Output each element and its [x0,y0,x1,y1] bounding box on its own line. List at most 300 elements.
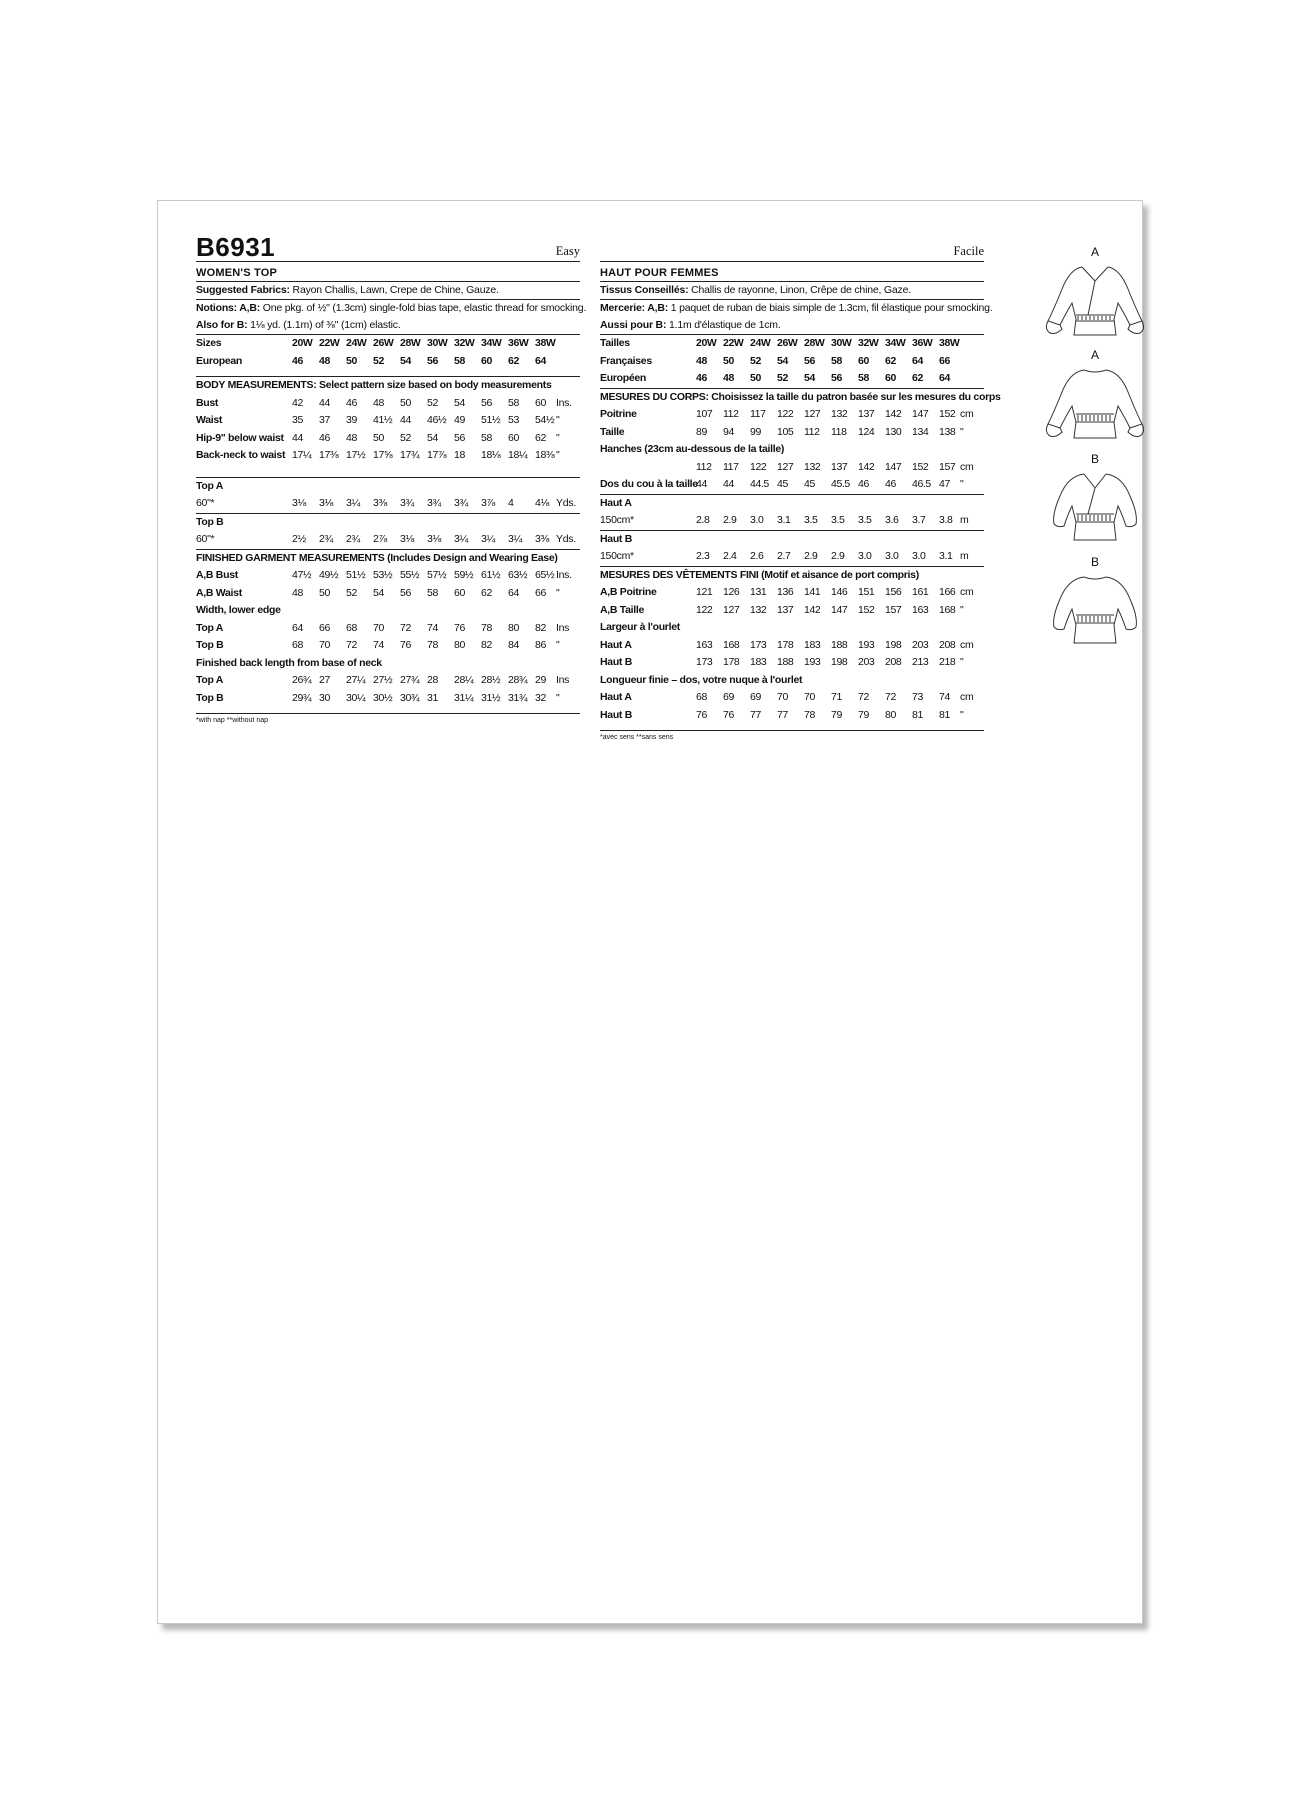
cell-value: 31¼ [454,691,474,704]
size-value: 52 [750,354,761,367]
cell-value: 3¼ [346,497,360,509]
cell-value: 68 [346,621,357,634]
unit-label: Yds. [556,497,576,509]
row-label: 60"* [196,533,215,545]
body-measurements-header: BODY MEASUREMENTS: Select pattern size based on body measurements [196,379,552,391]
cell-value: 147 [831,603,848,616]
cell-value: 70 [777,691,788,703]
cell-value: 152 [912,460,929,473]
row-label: 150cm* [600,514,634,526]
size-value: 36W [508,337,529,349]
cell-value: 193 [858,638,875,651]
unit-label: Ins [556,674,570,686]
cell-value: 76 [400,639,411,651]
cell-value: 146 [831,586,848,598]
cell-value: 81 [912,708,923,721]
european-sizes-row [196,353,580,371]
cell-value: 156 [885,586,902,598]
cell-value: 183 [804,638,821,651]
top-a-yardage-row [196,495,580,513]
size-value: 64 [912,354,923,367]
cell-value: 117 [750,408,766,420]
notions-line [600,299,993,317]
size-value: 60 [858,354,869,367]
cell-value: 132 [804,460,821,473]
cell-value: 124 [858,425,875,438]
cell-value: 44.5 [750,478,769,490]
cell-value: 3.6 [885,514,899,526]
cell-value: 122 [696,603,713,616]
cell-value: 51½ [346,569,366,581]
cell-value: 161 [912,586,929,598]
size-value: 52 [777,372,788,384]
size-value: 22W [723,337,744,349]
length-header: Finished back length from base of neck [196,656,382,669]
cell-value: 60 [454,586,465,599]
cell-value: 70 [804,691,815,703]
cell-value: 57½ [427,569,447,581]
cell-value: 31¾ [508,691,528,704]
cell-value: 78 [427,639,438,651]
row-label: Top B [196,691,224,704]
cell-value: 72 [885,691,896,703]
row-label: Bust [196,396,219,409]
size-value: 54 [400,354,411,367]
cell-value: 64 [508,586,519,599]
pattern-code: B6931 [196,232,276,262]
row-label: Taille [600,425,625,438]
size-value: 46 [292,354,303,367]
cell-value: 42 [292,396,303,409]
cell-value: 44 [319,396,330,409]
cell-value: 82 [481,639,492,651]
cell-value: 28 [427,674,438,686]
fr-sizes-block [600,335,1001,741]
notions-text: One pkg. of ½" (1.3cm) single-fold bias tape, elastic thread for smocking. [260,302,587,314]
unit-label: cm [960,460,974,473]
cell-value: 48 [346,431,357,444]
cell-value: 66 [535,586,546,599]
size-value: 38W [535,337,556,349]
cell-value: 138 [939,425,956,438]
cell-value: 56 [481,396,492,409]
hips-row [600,459,984,477]
size-value: 32W [454,337,475,349]
cell-value: 74 [427,621,438,634]
unit-label: " [556,691,560,704]
cell-value: 17¼ [292,449,312,461]
row-label: Top B [196,639,224,651]
cell-value: 2.6 [750,550,764,562]
cell-value: 2¾ [346,533,360,545]
cell-value: 17⅝ [373,449,393,461]
unit-label: " [556,586,560,599]
cell-value: 46 [319,431,330,444]
cell-value: 63½ [508,569,528,581]
cell-value: 59½ [454,569,474,581]
size-value: 24W [750,337,771,349]
length-row [600,707,984,725]
cell-value: 41½ [373,414,393,426]
cell-value: 44 [723,478,734,490]
cell-value: 55½ [400,569,420,581]
unit-label: m [960,550,969,562]
cell-value: 3¼ [454,533,468,545]
cell-value: 60 [508,431,519,444]
unit-label: " [960,478,964,490]
cell-value: 126 [723,586,740,598]
cell-value: 134 [912,425,929,438]
cell-value: 32 [535,691,546,704]
width-row [196,620,580,638]
body-measure-row [196,430,580,448]
size-value: 38W [939,337,960,349]
cell-value: 68 [292,639,303,651]
cell-value: 163 [696,638,713,651]
cell-value: 80 [508,621,519,634]
cell-value: 2.4 [723,550,737,562]
cell-value: 157 [885,603,902,616]
cell-value: 2.9 [831,550,845,562]
size-value: 58 [858,372,869,384]
cell-value: 53½ [373,569,393,581]
cell-value: 166 [939,586,956,598]
size-value: 58 [831,354,842,367]
top-a-back-drawing-icon [1040,362,1150,444]
unit-label: " [960,708,964,721]
row-label: Françaises [600,354,652,367]
cell-value: 76 [454,621,465,634]
row-label: A,B Waist [196,586,242,599]
size-value: 36W [912,337,933,349]
cell-value: 118 [831,425,847,438]
cell-value: 142 [858,460,875,473]
cell-value: 54 [427,431,438,444]
cell-value: 203 [858,656,875,668]
cell-value: 193 [804,656,821,668]
cell-value: 18⅜ [535,449,555,461]
cell-value: 3⅛ [319,497,333,509]
size-value: 34W [481,337,502,349]
cell-value: 18 [454,449,465,461]
notions-label: Notions: A,B: [196,302,261,314]
cell-value: 107 [696,408,713,420]
cell-value: 136 [777,586,794,598]
cell-value: 3¾ [400,497,414,509]
cell-value: 52 [427,396,438,409]
cell-value: 46 [346,396,357,409]
cell-value: 3¾ [454,497,468,509]
top-a-yardage-header: Top A [196,479,224,492]
size-value: 50 [723,354,734,367]
neck-row [600,476,984,494]
cell-value: 51½ [481,414,501,426]
cell-value: 112 [804,425,820,438]
size-value: 28W [400,337,421,349]
cell-value: 3¾ [427,497,441,509]
cell-value: 3⅜ [373,497,387,509]
fabrics-text: Rayon Challis, Lawn, Crepe de Chine, Gauze. [289,284,499,296]
cell-value: 163 [912,603,929,616]
width-header: Largeur à l'ourlet [600,621,680,633]
size-value: 56 [831,372,842,384]
top-b-yardage-header: Top B [196,515,224,528]
notions-line [196,299,587,317]
cell-value: 188 [831,638,848,651]
cell-value: 2½ [292,533,306,545]
unit-label: Ins. [556,396,572,409]
top-a-drawing-icon [1040,259,1150,341]
cell-value: 3⅛ [400,533,414,545]
body-measure-row [600,424,984,442]
row-label: A,B Taille [600,603,645,616]
length-row [600,689,984,707]
cell-value: 18¼ [508,449,528,461]
size-value: 62 [885,354,896,367]
cell-value: 198 [831,656,848,668]
body-measurements-header: MESURES DU CORPS: Choisissez la taille du patron basée sur les mesures du corps [600,390,1001,403]
size-value: 46 [696,372,707,384]
unit-label: m [960,514,969,526]
cell-value: 3.7 [912,514,926,526]
size-value: 26W [373,337,394,349]
top-a-yardage-header: Haut A [600,496,632,509]
cell-value: 30¾ [400,691,420,704]
cell-value: 3.5 [831,514,845,526]
unit-label: cm [960,586,974,598]
cell-value: 3.0 [858,550,872,562]
unit-label: " [960,425,964,438]
row-label: Haut A [600,638,632,651]
alsob-line [196,317,580,334]
cell-value: 18⅛ [481,449,501,461]
garment-title: HAUT POUR FEMMES [600,262,984,282]
cell-value: 53 [508,414,519,426]
cell-value: 58 [427,586,438,599]
cell-value: 2.7 [777,550,791,562]
cell-value: 27 [319,674,330,686]
row-label: Dos du cou à la taille [600,478,698,490]
cell-value: 3.1 [777,514,791,526]
figure-letter: B [1090,555,1099,569]
cell-value: 3⅛ [292,497,306,509]
size-value: 60 [885,372,896,384]
cell-value: 130 [885,425,902,438]
cell-value: 78 [481,621,492,634]
cell-value: 28½ [481,674,501,686]
cell-value: 52 [346,586,357,599]
cell-value: 127 [777,460,794,473]
cell-value: 2⅞ [373,533,387,545]
cell-value: 157 [939,460,956,473]
cell-value: 31½ [481,691,501,704]
cell-value: 62 [535,431,546,444]
cell-value: 58 [481,431,492,444]
cell-value: 69 [750,691,761,703]
cell-value: 152 [858,603,875,616]
cell-value: 80 [885,708,896,721]
cell-value: 3¼ [481,533,495,545]
cell-value: 76 [696,708,707,721]
cell-value: 183 [750,656,767,668]
cell-value: 77 [777,708,788,721]
size-value: 34W [885,337,906,349]
size-value: 62 [508,354,519,367]
cell-value: 3.1 [939,550,953,562]
cell-value: 49 [454,414,465,426]
finished-row [600,602,984,620]
cell-value: 213 [912,656,929,668]
cell-value: 30 [319,691,330,704]
cell-value: 56 [400,586,411,599]
fabrics-label: Suggested Fabrics: [196,284,290,296]
cell-value: 72 [346,639,357,651]
unit-label: Yds. [556,533,576,545]
cell-value: 137 [831,460,848,473]
french-sizes-row [600,353,984,371]
cell-value: 70 [319,639,330,651]
row-label: Européen [600,372,647,384]
cell-value: 48 [373,396,384,409]
size-value: 48 [319,354,330,367]
cell-value: 81 [939,708,950,721]
cell-value: 27¾ [400,674,420,686]
row-label: A,B Bust [196,569,238,581]
figure-letter: A [1090,348,1099,362]
notions-text: 1 paquet de ruban de biais simple de 1.3cm, fil élastique pour smocking. [668,302,993,314]
finished-row [196,567,580,585]
cell-value: 173 [750,638,767,651]
cell-value: 30½ [373,691,393,704]
cell-value: 147 [912,408,929,420]
cell-value: 45 [804,478,815,490]
cell-value: 3⅜ [535,533,549,545]
cell-value: 3⅞ [481,497,495,509]
cell-value: 46.5 [912,478,931,490]
row-label: Sizes [196,337,222,349]
cell-value: 52 [400,431,411,444]
cell-value: 30¼ [346,691,366,704]
width-header: Width, lower edge [196,604,281,616]
width-row [600,654,984,672]
size-value: 56 [804,354,815,367]
unit-label: cm [960,638,974,651]
cell-value: 82 [535,621,546,634]
cell-value: 218 [939,656,956,668]
size-value: 30W [831,337,852,349]
top-b-yardage-row [600,548,984,566]
cell-value: 3⅛ [427,533,441,545]
cell-value: 44 [696,478,707,490]
cell-value: 142 [885,408,902,420]
cell-value: 61½ [481,569,501,581]
cell-value: 2.9 [723,514,737,526]
difficulty-label: Easy [555,244,580,258]
cell-value: 50 [373,431,384,444]
cell-value: 3.8 [939,514,953,526]
finished-measurements-header: FINISHED GARMENT MEASUREMENTS (Includes Design and Wearing Ease) [196,551,558,564]
cell-value: 2.3 [696,550,710,562]
size-value: 32W [858,337,879,349]
fabrics-text: Challis de rayonne, Linon, Crêpe de chine, Gaze. [688,284,911,296]
cell-value: 2.8 [696,514,710,526]
size-value: 20W [696,337,717,349]
cell-value: 127 [723,603,740,616]
cell-value: 147 [885,460,902,473]
size-value: 48 [696,354,707,367]
figure-letter: A [1090,245,1099,259]
cell-value: 50 [319,586,330,599]
cell-value: 137 [777,603,794,616]
cell-value: 112 [696,460,712,473]
notions-label: Mercerie: A,B: [600,302,668,314]
cell-value: 203 [912,638,929,651]
row-label: Top A [196,621,224,634]
cell-value: 68 [696,691,707,703]
size-value: 66 [939,354,950,367]
cell-value: 54½ [535,414,555,426]
cell-value: 49½ [319,569,339,581]
unit-label: " [556,414,560,426]
size-value: 30W [427,337,448,349]
cell-value: 29 [535,674,546,686]
cell-value: 2.9 [804,550,818,562]
row-label: European [196,354,243,367]
unit-label: " [960,656,964,668]
cell-value: 84 [508,639,519,651]
cell-value: 173 [696,656,713,668]
footnote: *with nap **without nap [196,717,268,724]
alsob-label: Aussi pour B: [600,319,667,331]
row-label: Top A [196,674,224,686]
cell-value: 132 [750,603,767,616]
cell-value: 117 [723,460,739,473]
cell-value: 62 [481,586,492,599]
row-label: Back-neck to waist [196,449,286,461]
cell-value: 127 [804,408,821,420]
cell-value: 50 [400,396,411,409]
size-value: 48 [723,372,734,384]
cell-value: 45 [777,478,788,490]
finished-row [600,584,984,602]
row-label: A,B Poitrine [600,586,657,598]
unit-label: " [556,449,560,461]
size-value: 52 [373,354,384,367]
cell-value: 54 [454,396,465,409]
english-column [196,231,587,724]
size-value: 50 [750,372,761,384]
figure-b2 [1040,555,1150,656]
cell-value: 64 [292,621,303,634]
cell-value: 46 [885,478,896,490]
figure-b1 [1040,452,1150,553]
cell-value: 44 [292,431,303,444]
cell-value: 27½ [373,674,393,686]
cell-value: 26¾ [292,674,312,686]
row-label: Tailles [600,337,630,349]
row-label: Haut A [600,691,632,703]
row-label: Hip-9" below waist [196,431,284,444]
unit-label: " [960,603,964,616]
cell-value: 105 [777,425,794,438]
fabrics-line [600,282,984,299]
cell-value: 178 [777,638,794,651]
size-value: 22W [319,337,340,349]
unit-label: cm [960,408,974,420]
cell-value: 39 [346,414,357,426]
cell-value: 131 [750,586,767,598]
cell-value: 76 [723,708,734,721]
